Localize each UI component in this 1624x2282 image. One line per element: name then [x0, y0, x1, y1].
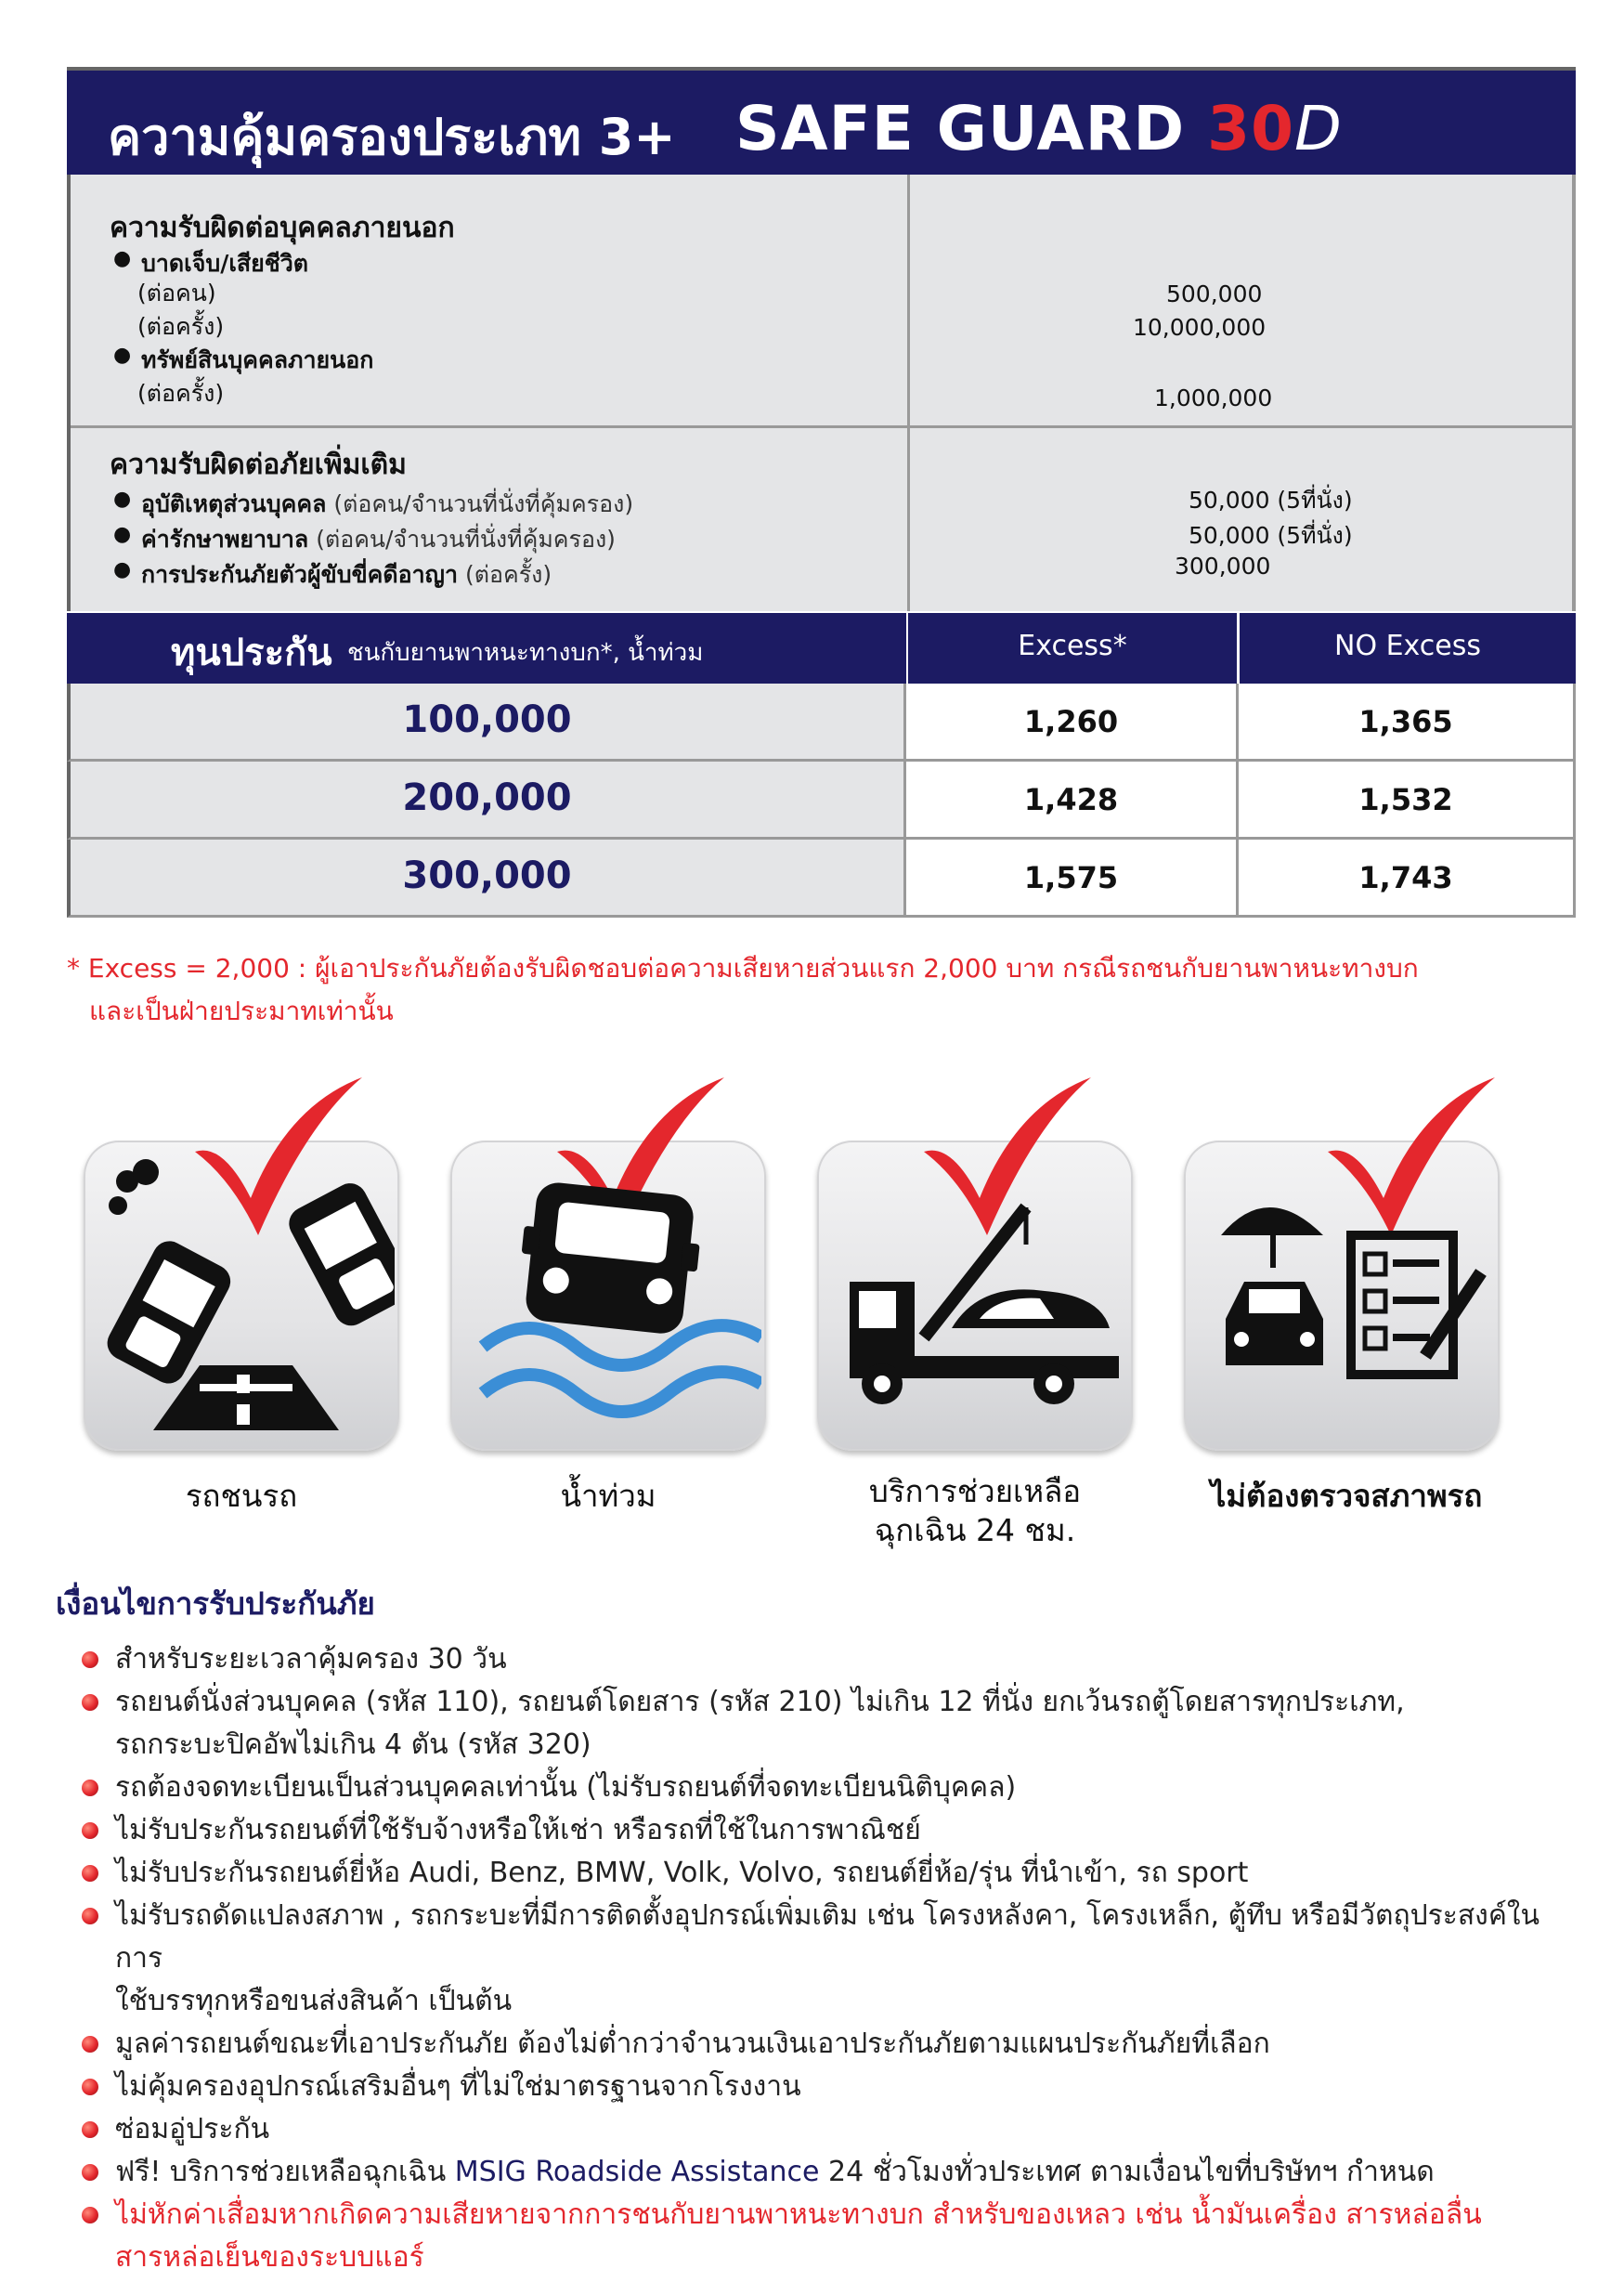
list-item: มูลค่ารถยนต์ขณะที่เอาประกันภัย ต้องไม่ต่ำกว่าจำนวนเงินเอาประกันภัยตามแผนประกันภัยที่เลือก — [82, 2023, 1586, 2066]
excess-price: 1,575 — [1023, 860, 1119, 895]
caption-tow-truck-line-2: ฉุกเฉิน 24 ชม. — [874, 1512, 1076, 1548]
property-label: ● ทรัพย์สินบุคคลภายนอก — [141, 342, 373, 379]
list-item: ไม่รับประกันรถยนต์ยี่ห้อ Audi, Benz, BMW, Volk, Volvo, รถยนต์ยี่ห้อ/รุ่น ที่นำเข้า, รถ sport — [82, 1852, 1586, 1895]
third-party-title: ความรับผิดต่อบุคคลภายนอก — [110, 212, 455, 244]
caption-tow-truck — [817, 1472, 1133, 1550]
conditions-title: เงื่อนไขการรับประกันภัย — [56, 1585, 375, 1622]
list-item — [82, 2151, 1586, 2194]
table-row — [67, 762, 906, 840]
flood-icon — [464, 1170, 761, 1430]
no-excess-price: 1,365 — [1358, 704, 1453, 739]
title-banner — [67, 67, 1576, 178]
list-item: สำหรับระยะเวลาคุ้มครอง 30 วัน — [82, 1638, 1586, 1681]
caption-car-crash: รถชนรถ — [185, 1478, 298, 1514]
no-inspection-icon — [1202, 1180, 1500, 1421]
list-item-line: 24 ชั่วโมงทั่วประเทศ ตามเงื่อนไขที่บริษัทฯ กำหนด — [828, 2156, 1435, 2188]
list-item-line: สารหล่อเย็นของระบบแอร์ — [115, 2241, 424, 2274]
per-time-value: 10,000,000 — [1133, 314, 1267, 341]
table-cell — [1239, 840, 1576, 918]
list-item-line: รถยนต์นั่งส่วนบุคคล (รหัส 110), รถยนต์โดยสาร (รหัส 210) ไม่เกิน 12 ที่นั่ง ยกเว้นรถตู้โดยสารทุกประเภท, — [115, 1686, 1405, 1718]
title-brand — [735, 93, 1343, 164]
property-per-time-label: (ต่อครั้ง) — [137, 380, 225, 407]
bail-note: (ต่อครั้ง) — [464, 561, 552, 588]
premium-header-sum — [67, 613, 906, 684]
list-item-line: ไม่รับรถดัดแปลงสภาพ , รถกระบะที่มีการติดตั้งอุปกรณ์เพิ่มเติม เช่น โครงหลังคา, โครงเหล็ก, ตู้ทึบ หรือมีวัตถุประสงค์ในการ — [115, 1899, 1540, 1975]
pa-line — [141, 486, 633, 523]
list-item: ซ่อมอู่ประกัน — [82, 2108, 1586, 2151]
col-no-excess-header — [1240, 613, 1576, 684]
col-excess-header — [908, 613, 1237, 684]
per-time-label: (ต่อครั้ง) — [137, 313, 225, 340]
bail-label: การประกันภัยตัวผู้ขับขี่คดีอาญา — [141, 561, 459, 588]
table-cell — [1239, 762, 1576, 840]
no-excess-price: 1,532 — [1358, 782, 1453, 817]
per-person-value: 500,000 — [1166, 280, 1263, 307]
sum-insured-value: 100,000 — [402, 698, 572, 741]
medical-label: ค่ารักษาพยาบาล — [141, 526, 309, 553]
excess-price: 1,260 — [1023, 704, 1119, 739]
sum-insured-title: ทุนประกัน — [171, 632, 332, 674]
list-item — [82, 1681, 1586, 1767]
brand-text: SAFE GUARD — [735, 93, 1186, 164]
medical-value: 50,000 (5ที่นั่ง) — [1189, 522, 1353, 549]
medical-note: (ต่อคน/จำนวนที่นั่งที่คุ้มครอง) — [316, 526, 616, 553]
injury-label: ● บาดเจ็บ/เสียชีวิต — [141, 245, 308, 282]
list-item: รถต้องจดทะเบียนเป็นส่วนบุคคลเท่านั้น (ไม่รับรถยนต์ที่จดทะเบียนนิติบุคคล) — [82, 1767, 1586, 1809]
car-crash-icon — [97, 1152, 395, 1430]
excess-footnote — [67, 947, 1553, 1033]
footnote-line-1: * Excess = 2,000 : ผู้เอาประกันภัยต้องรับผิดชอบต่อความเสียหายส่วนแรก 2,000 บาท กรณีรถชนกับยานพาหนะทางบก — [67, 953, 1419, 984]
table-row — [67, 840, 906, 918]
per-person-label: (ต่อคน) — [137, 280, 216, 306]
pa-value: 50,000 (5ที่นั่ง) — [1189, 487, 1353, 514]
list-item-line: ไม่หักค่าเสื่อมหากเกิดความเสียหายจากการชนกับยานพาหนะทางบก สำหรับของเหลว เช่น น้ำมันเครื่อง สารหล่อลื่น — [115, 2198, 1482, 2231]
additional-row — [71, 428, 1572, 611]
sum-insured-sub: ชนกับยานพาหนะทางบก*, น้ำท่วม — [347, 639, 704, 667]
brand-number: 30 — [1207, 93, 1295, 164]
sum-insured-value: 300,000 — [402, 854, 572, 897]
bail-line — [141, 556, 552, 593]
caption-flood: น้ำท่วม — [560, 1478, 656, 1514]
no-excess-price: 1,743 — [1358, 860, 1453, 895]
bail-value: 300,000 — [1175, 553, 1271, 580]
list-item-line: ใช้บรรทุกหรือขนส่งสินค้า เป็นต้น — [115, 1985, 513, 2017]
table-cell — [1239, 684, 1576, 762]
list-item: ไม่คุ้มครองอุปกรณ์เสริมอื่นๆ ที่ไม่ใช่มาตรฐานจากโรงงาน — [82, 2066, 1586, 2108]
table-cell — [906, 840, 1239, 918]
premium-table — [67, 613, 1576, 929]
list-item-line: ฟรี! บริการช่วยเหลือฉุกเฉิน — [115, 2156, 447, 2188]
additional-title: ความรับผิดต่อภัยเพิ่มเติม — [110, 449, 407, 481]
table-cell — [906, 762, 1239, 840]
medical-line — [141, 521, 616, 558]
property-value: 1,000,000 — [1154, 385, 1273, 411]
third-party-row — [71, 175, 1572, 428]
list-item: ไม่รับประกันรถยนต์ที่ใช้รับจ้างหรือให้เช่า หรือรถที่ใช้ในการพาณิชย์ — [82, 1809, 1586, 1852]
list-item-line: รถกระบะปิคอัพไม่เกิน 4 ตัน (รหัส 320) — [115, 1728, 591, 1761]
pa-label: อุบัติเหตุส่วนบุคคล — [141, 490, 327, 517]
table-cell — [906, 684, 1239, 762]
brand-suffix: D — [1294, 93, 1343, 164]
tow-truck-icon — [831, 1189, 1128, 1412]
excess-price: 1,428 — [1023, 782, 1119, 817]
coverage-table — [67, 175, 1576, 611]
pa-note: (ต่อคน/จำนวนที่นั่งที่คุ้มครอง) — [333, 490, 634, 517]
col-excess-label: Excess* — [1018, 630, 1127, 662]
conditions-list — [82, 1638, 1586, 2279]
roadside-assistance-name: MSIG Roadside Assistance — [454, 2156, 820, 2188]
title-thai: ความคุ้มครองประเภท 3+ — [108, 108, 676, 166]
sum-insured-value: 200,000 — [402, 776, 572, 819]
list-item — [82, 2194, 1586, 2279]
table-row — [67, 684, 906, 762]
list-item — [82, 1895, 1586, 2023]
caption-tow-truck-line-1: บริการช่วยเหลือ — [868, 1473, 1082, 1509]
col-no-excess-label: NO Excess — [1334, 630, 1481, 662]
caption-no-inspection: ไม่ต้องตรวจสภาพรถ — [1210, 1478, 1483, 1514]
footnote-line-2: และเป็นฝ่ายประมาทเท่านั้น — [89, 996, 394, 1026]
